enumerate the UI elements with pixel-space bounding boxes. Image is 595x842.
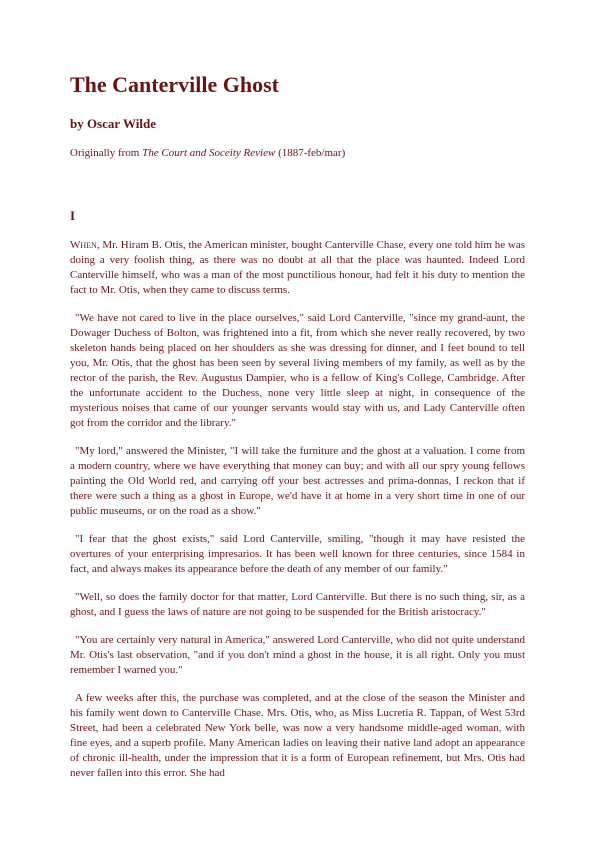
paragraph-4: "I fear that the ghost exists," said Lord Canterville, smiling, "though it may have resisted the overtures of your enterprising impresarios. It has been well known for three centuries, since 1584 in fact, and always makes its appearance before the death of any member of our family." (70, 533, 525, 575)
paragraph-7: A few weeks after this, the purchase was completed, and at the close of the season the Minister and his family went down to Canterville Chase. Mrs. Otis, who, as Miss Lucretia R. Tappan, of West 53rd Street, had been a celebrated New York belle, was now a very handsome middle-aged woman, with fine eyes, and a superb profile. Many American ladies on leaving their native land adopt an appearance of chronic ill-health, under the impression that it is a form of European refinement, but Mrs. Otis had never fallen into this error. She had (70, 692, 525, 779)
paragraph-5: "Well, so does the family doctor for that matter, Lord Canterville. But there is no such thing, sir, as a ghost, and I guess the laws of nature are not going to be suspended for the British aristocracy." (70, 591, 525, 618)
origin-suffix: (1887-feb/mar) (275, 147, 346, 159)
first-word: When (70, 239, 97, 251)
chapter-heading: I (70, 208, 76, 223)
paragraph-2: "We have not cared to live in the place ourselves," said Lord Canterville, "since my grand-aunt, the Dowager Duchess of Bolton, was frightened into a fit, from which she never really recovered, by two skeleton hands being placed on her shoulders as she was dressing for dinner, and I feet bound to tell you, Mr. Otis, that the ghost has been seen by several living members of my family, as well as by the rector of the parish, the Rev. Augustus Dampier, who is a fellow of King's College, Cambridge. After the unfortunate accident to the Duchess, none very little sleep at night, in consequence of the mysterious noises that came of our younger servants would stay with us, and Lady Canterville often got from the corridor and the library." (70, 312, 525, 429)
publication-title: The Court and Soceity Review (142, 147, 276, 159)
paragraph-1 (70, 238, 525, 298)
paragraph-6: "You are certainly very natural in America," answered Lord Canterville, who did not quite understand Mr. Otis's last observation, "and if you don't mind a ghost in the house, it is all right. Only you must remember I warned you." (70, 634, 525, 676)
paragraph-3: "My lord," answered the Minister, "I will take the furniture and the ghost at a valuation. I come from a modern country, where we have everything that money can buy; and with all our spry young fellows painting the Old World red, and carrying off your best actresses and prima-donnas, I reckon that if there were such a thing as a ghost in Europe, we'd have it at home in a very short time in one of our public museums, or on the road as a show." (70, 445, 525, 517)
paragraph-1-text: , Mr. Hiram B. Otis, the American minister, bought Canterville Chase, every one told him he was doing a very foolish thing, as there was no doubt at all that the place was haunted. Indeed Lord Canterville himself, who was a man of the most punctilious honour, had felt it his duty to mention the fact to Mr. Otis, when they came to discuss terms. (70, 239, 525, 296)
body-text (70, 238, 525, 781)
page-title: The Canterville Ghost (70, 72, 279, 97)
origin-line (70, 146, 525, 160)
author-line: by Oscar Wilde (70, 116, 156, 131)
origin-prefix: Originally from (70, 147, 143, 159)
